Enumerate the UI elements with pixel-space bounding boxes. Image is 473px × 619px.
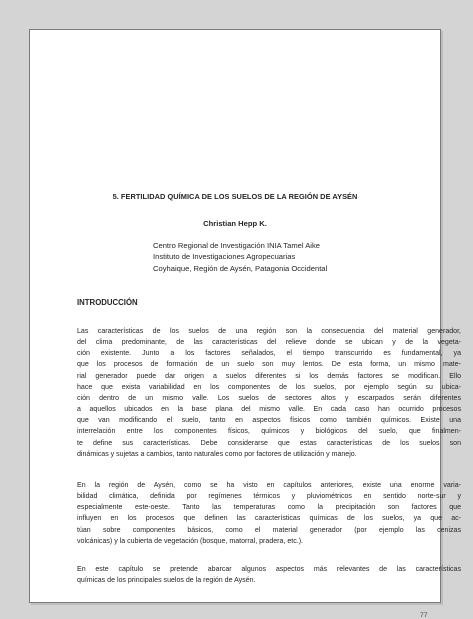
affiliation-line: Instituto de Investigaciones Agropecuarias (153, 252, 296, 262)
page-number: 77 (420, 612, 428, 619)
paragraph-line: túan sobre componentes básicos, como el material generador (por ejemplo las cenizas (77, 526, 461, 534)
body-paragraph (77, 480, 461, 547)
affiliation-line: Coyhaique, Región de Aysén, Patagonia Occidental (153, 263, 328, 273)
paragraph-line: interrelación entre los componentes físicos, químicos y biológicos del suelo, que finalmen- (77, 428, 461, 436)
body-paragraph (77, 564, 461, 586)
paragraph-line: volcánicas) y la cubierta de vegetación (bosque, matorral, pradera, etc.). (77, 537, 304, 545)
body-paragraph (77, 326, 461, 460)
paragraph-line: ción dentro de un mismo valle. Los suelos de sectores altos y escarpados serán diferentes (77, 394, 461, 402)
section-heading: INTRODUCCIÓN (77, 298, 138, 307)
paragraph-line: bilidad climática, definida por regímenes térmicos y pluviométricos en sentido norte-sur y (77, 493, 461, 501)
paragraph-line: a aquellos ubicados en la base plana del mismo valle. En cada caso han ocurrido procesos (77, 406, 461, 414)
author-name: Christian Hepp K. (203, 219, 267, 228)
paragraph-line: hace que exista variabilidad en los componentes de los suelos, por ejemplo según su ubica- (77, 383, 461, 391)
paragraph-line: químicas de los principales suelos de la región de Aysén. (77, 577, 256, 585)
paragraph-line: te define sus características. Debe considerarse que estas características de los suelos son (77, 439, 461, 447)
paragraph-line: influyen en los procesos que definen las características químicas de los suelos, ya que ac- (77, 515, 461, 523)
paragraph-line: ción existente. Junto a los factores señalados, el tiempo transcurrido es fundamental, ya (77, 350, 461, 358)
paragraph-line: En la región de Aysén, como se ha visto en capítulos anteriores, existe una enorme varia- (77, 482, 461, 489)
author-affiliation (153, 240, 327, 274)
chapter-title: 5. FERTILIDAD QUÍMICA DE LOS SUELOS DE LA REGIÓN DE AYSÉN (112, 192, 358, 201)
paragraph-line: que van modificando el suelo, tanto en aspectos físicos como también químicos. Existe una (77, 417, 461, 425)
paragraph-line: del clima predominante, de las características del relieve donde se ubican y de la vegeta- (77, 339, 461, 347)
paragraph-line: Las características de los suelos de una región son la consecuencia del material generador, (77, 328, 461, 335)
paragraph-line: En este capítulo se pretende abarcar algunos aspectos más relevantes de las características (77, 566, 461, 573)
paragraph-line: dinámicas y sujetas a cambios, tanto naturales como por factores de utilización y manejo. (77, 450, 357, 458)
paragraph-line: rial generador puede dar origen a suelos diferentes si los demás factores se modifican. Ello (77, 372, 461, 380)
document-page (29, 29, 461, 619)
affiliation-line: Centro Regional de Investigación INIA Tamel Aike (153, 241, 321, 250)
paragraph-line: que los procesos de formación de un suelo son muy lentos. De esta forma, un mismo mate- (77, 361, 461, 369)
paragraph-line: especialmente este-oeste. Tanto las temperaturas como la precipitación son factores que (77, 504, 461, 512)
